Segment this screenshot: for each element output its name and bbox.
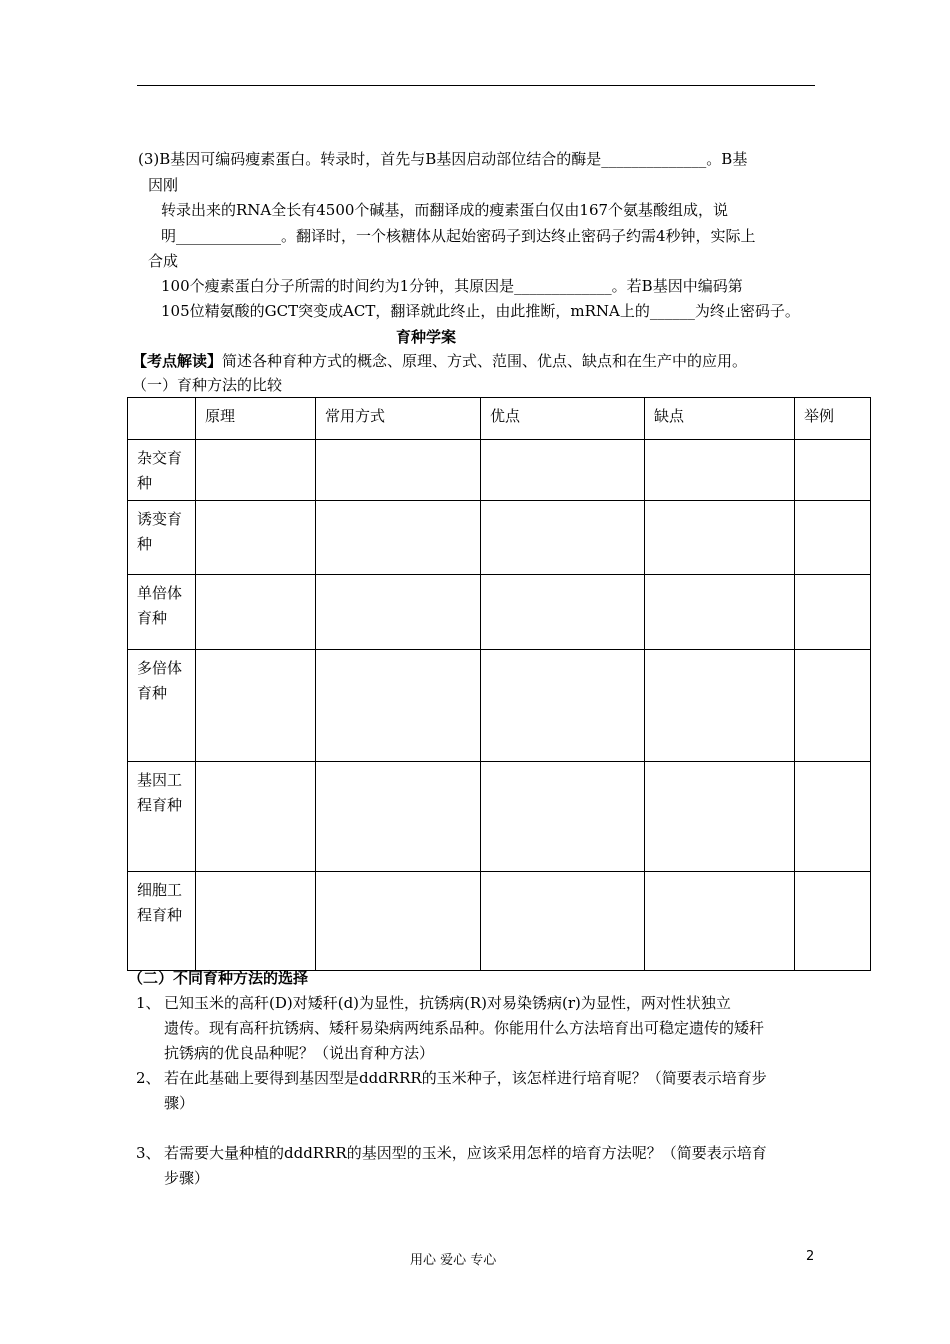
table-cell	[316, 650, 481, 762]
table-cell	[645, 650, 795, 762]
table-cell	[795, 440, 871, 501]
table-row	[128, 650, 871, 762]
table-cell	[196, 872, 316, 971]
table-cell	[481, 501, 645, 575]
row-label: 杂交育种	[128, 440, 196, 501]
table-cell	[481, 762, 645, 872]
table-cell	[196, 650, 316, 762]
q2-line-2: 骤）	[164, 1094, 195, 1112]
q2-number: 2、	[136, 1069, 161, 1087]
header-cell-method: 常用方式	[316, 398, 481, 440]
part3-line-2: 因刚	[148, 176, 179, 194]
header-rule	[137, 85, 815, 86]
header-cell-advantages: 优点	[481, 398, 645, 440]
table-cell	[795, 501, 871, 575]
q3-number: 3、	[136, 1144, 161, 1162]
q1-line-3: 抗锈病的优良品种呢？（说出育种方法）	[164, 1044, 435, 1062]
table-cell	[645, 575, 795, 650]
header-cell-principle: 原理	[196, 398, 316, 440]
q3-line-1: 若需要大量种植的dddRRR的基因型的玉米，应该采用怎样的培育方法呢？（简要表示培育	[164, 1144, 767, 1162]
table-cell	[316, 575, 481, 650]
table-cell	[316, 762, 481, 872]
kaodian-label: 【考点解读】	[132, 352, 223, 370]
table-row	[128, 762, 871, 872]
q3-line-2: 步骤）	[164, 1169, 210, 1187]
section-title: 育种学案	[396, 328, 457, 346]
row-label: 诱变育种	[128, 501, 196, 575]
row-label: 单倍体育种	[128, 575, 196, 650]
q1-line-1: 已知玉米的高秆(D)对矮秆(d)为显性，抗锈病(R)对易染锈病(r)为显性，两对性状独立	[164, 994, 731, 1012]
row-label: 基因工程育种	[128, 762, 196, 872]
kaodian-text: 简述各种育种方式的概念、原理、方式、范围、优点、缺点和在生产中的应用。	[222, 352, 748, 370]
page-number: 2	[806, 1249, 815, 1264]
table-cell	[795, 762, 871, 872]
table-row	[128, 575, 871, 650]
table-cell	[196, 762, 316, 872]
table-row	[128, 440, 871, 501]
subheading-comparison: （一）育种方法的比较	[132, 376, 283, 394]
table-cell	[481, 575, 645, 650]
header-cell-disadvantages: 缺点	[645, 398, 795, 440]
header-cell-examples: 举例	[795, 398, 871, 440]
table-cell	[645, 762, 795, 872]
kaodian-paragraph	[132, 350, 747, 372]
footer-motto: 用心 爱心 专心	[410, 1253, 497, 1268]
table-cell	[481, 872, 645, 971]
q1-number: 1、	[136, 994, 161, 1012]
table-cell	[481, 440, 645, 501]
part3-line-1: (3)B基因可编码瘦素蛋白。转录时，首先与B基因启动部位结合的酶是______________。B基	[138, 150, 748, 168]
breeding-comparison-table	[127, 397, 871, 971]
table-cell	[645, 440, 795, 501]
table-cell	[316, 440, 481, 501]
table-cell	[196, 575, 316, 650]
table-row	[128, 501, 871, 575]
part3-line-4: 明______________。翻译时，一个核糖体从起始密码子到达终止密码子约需4秒钟，实际上	[161, 227, 756, 245]
row-label: 多倍体育种	[128, 650, 196, 762]
table-cell	[645, 501, 795, 575]
table-cell	[316, 501, 481, 575]
part3-line-7: 105位精氨酸的GCT突变成ACT，翻译就此终止，由此推断，mRNA上的______为终止密码子。	[161, 302, 800, 320]
part3-line-5: 合成	[148, 252, 179, 270]
part3-line-3: 转录出来的RNA全长有4500个碱基，而翻译成的瘦素蛋白仅由167个氨基酸组成，说	[161, 201, 729, 219]
table-header-row	[128, 398, 871, 440]
table-cell	[645, 872, 795, 971]
q1-line-2: 遗传。现有高秆抗锈病、矮秆易染病两纯系品种。你能用什么方法培育出可稳定遗传的矮秆	[164, 1019, 765, 1037]
q2-line-1: 若在此基础上要得到基因型是dddRRR的玉米种子，该怎样进行培育呢？（简要表示培育步	[164, 1069, 767, 1087]
table-cell	[481, 650, 645, 762]
table-cell	[795, 575, 871, 650]
subheading-selection: （二）不同育种方法的选择	[128, 969, 309, 987]
table-cell	[196, 440, 316, 501]
table-cell	[316, 872, 481, 971]
table-row	[128, 872, 871, 971]
table-cell	[196, 501, 316, 575]
header-cell-empty	[128, 398, 196, 440]
table-cell	[795, 872, 871, 971]
part3-line-6: 100个瘦素蛋白分子所需的时间约为1分钟，其原因是_____________。若B基因中编码第	[161, 277, 743, 295]
row-label: 细胞工程育种	[128, 872, 196, 971]
table-cell	[795, 650, 871, 762]
